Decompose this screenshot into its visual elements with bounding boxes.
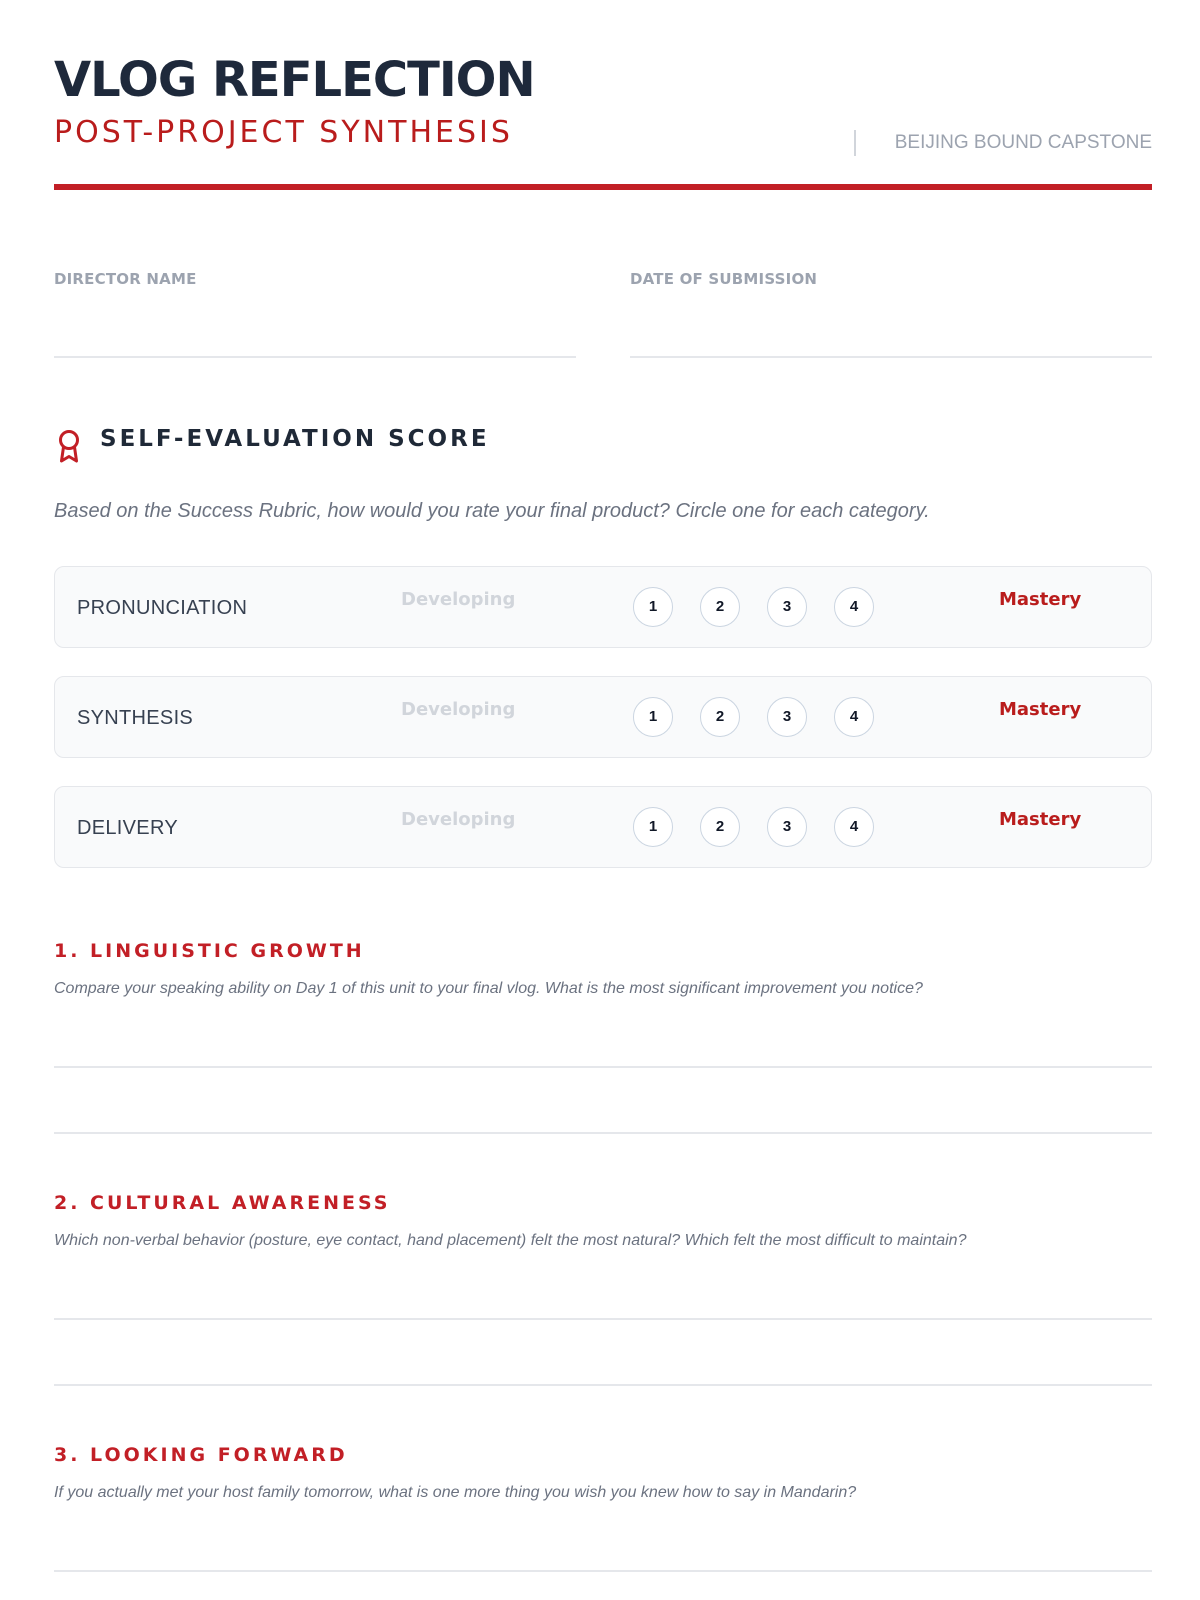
score-option[interactable]: 2 bbox=[700, 587, 740, 627]
rubric-low-label: Developing bbox=[401, 809, 516, 830]
score-option[interactable]: 4 bbox=[834, 807, 874, 847]
rubric-high-label: Mastery bbox=[999, 589, 1082, 610]
answer-line[interactable] bbox=[54, 1318, 1152, 1320]
question-prompt: Which non-verbal behavior (posture, eye contact, hand placement) felt the most natural? Which felt the most difficult to maintain? bbox=[54, 1232, 967, 1249]
director-name-line bbox=[54, 356, 576, 358]
rubric-row-synthesis bbox=[54, 676, 1152, 758]
score-option[interactable]: 2 bbox=[700, 697, 740, 737]
rubric-low-label: Developing bbox=[401, 699, 516, 720]
page-title: VLOG REFLECTION bbox=[54, 52, 535, 108]
score-option[interactable]: 1 bbox=[633, 697, 673, 737]
answer-line[interactable] bbox=[54, 1384, 1152, 1386]
rubric-row-pronunciation bbox=[54, 566, 1152, 648]
score-option[interactable]: 3 bbox=[767, 587, 807, 627]
self-evaluation-title: SELF-EVALUATION SCORE bbox=[100, 426, 490, 452]
question-title: 1. LINGUISTIC GROWTH bbox=[54, 940, 365, 962]
director-name-field[interactable] bbox=[54, 270, 576, 288]
question-title: 2. CULTURAL AWARENESS bbox=[54, 1192, 391, 1214]
director-name-label: DIRECTOR NAME bbox=[54, 270, 197, 288]
submission-date-line bbox=[630, 356, 1152, 358]
rubric-low-label: Developing bbox=[401, 589, 516, 610]
score-option[interactable]: 4 bbox=[834, 697, 874, 737]
page-subtitle: POST-PROJECT SYNTHESIS bbox=[54, 115, 513, 150]
worksheet-header bbox=[54, 54, 1152, 192]
question-prompt: If you actually met your host family tomorrow, what is one more thing you wish you knew how to say in Mandarin? bbox=[54, 1484, 857, 1501]
rubric-category-label: PRONUNCIATION bbox=[77, 597, 248, 619]
award-icon bbox=[54, 428, 84, 464]
capstone-label: BEIJING BOUND CAPSTONE bbox=[894, 132, 1152, 153]
score-option[interactable]: 1 bbox=[633, 587, 673, 627]
score-option[interactable]: 4 bbox=[834, 587, 874, 627]
submission-date-label: DATE OF SUBMISSION bbox=[630, 270, 818, 288]
rubric-row-delivery bbox=[54, 786, 1152, 868]
answer-line[interactable] bbox=[54, 1066, 1152, 1068]
rubric-category-label: SYNTHESIS bbox=[77, 707, 194, 729]
question-prompt: Compare your speaking ability on Day 1 of this unit to your final vlog. What is the most significant improvement you notice? bbox=[54, 980, 923, 997]
score-option[interactable]: 2 bbox=[700, 807, 740, 847]
answer-line[interactable] bbox=[54, 1570, 1152, 1572]
score-option[interactable]: 3 bbox=[767, 697, 807, 737]
question-title: 3. LOOKING FORWARD bbox=[54, 1444, 348, 1466]
header-rule bbox=[54, 184, 1152, 190]
submission-date-field[interactable] bbox=[630, 270, 1152, 288]
score-option[interactable]: 1 bbox=[633, 807, 673, 847]
header-divider bbox=[854, 130, 856, 156]
self-evaluation-intro: Based on the Success Rubric, how would you rate your final product? Circle one for each category. bbox=[54, 500, 930, 522]
rubric-category-label: DELIVERY bbox=[77, 817, 178, 839]
answer-line[interactable] bbox=[54, 1132, 1152, 1134]
rubric-high-label: Mastery bbox=[999, 809, 1082, 830]
score-option[interactable]: 3 bbox=[767, 807, 807, 847]
rubric-high-label: Mastery bbox=[999, 699, 1082, 720]
